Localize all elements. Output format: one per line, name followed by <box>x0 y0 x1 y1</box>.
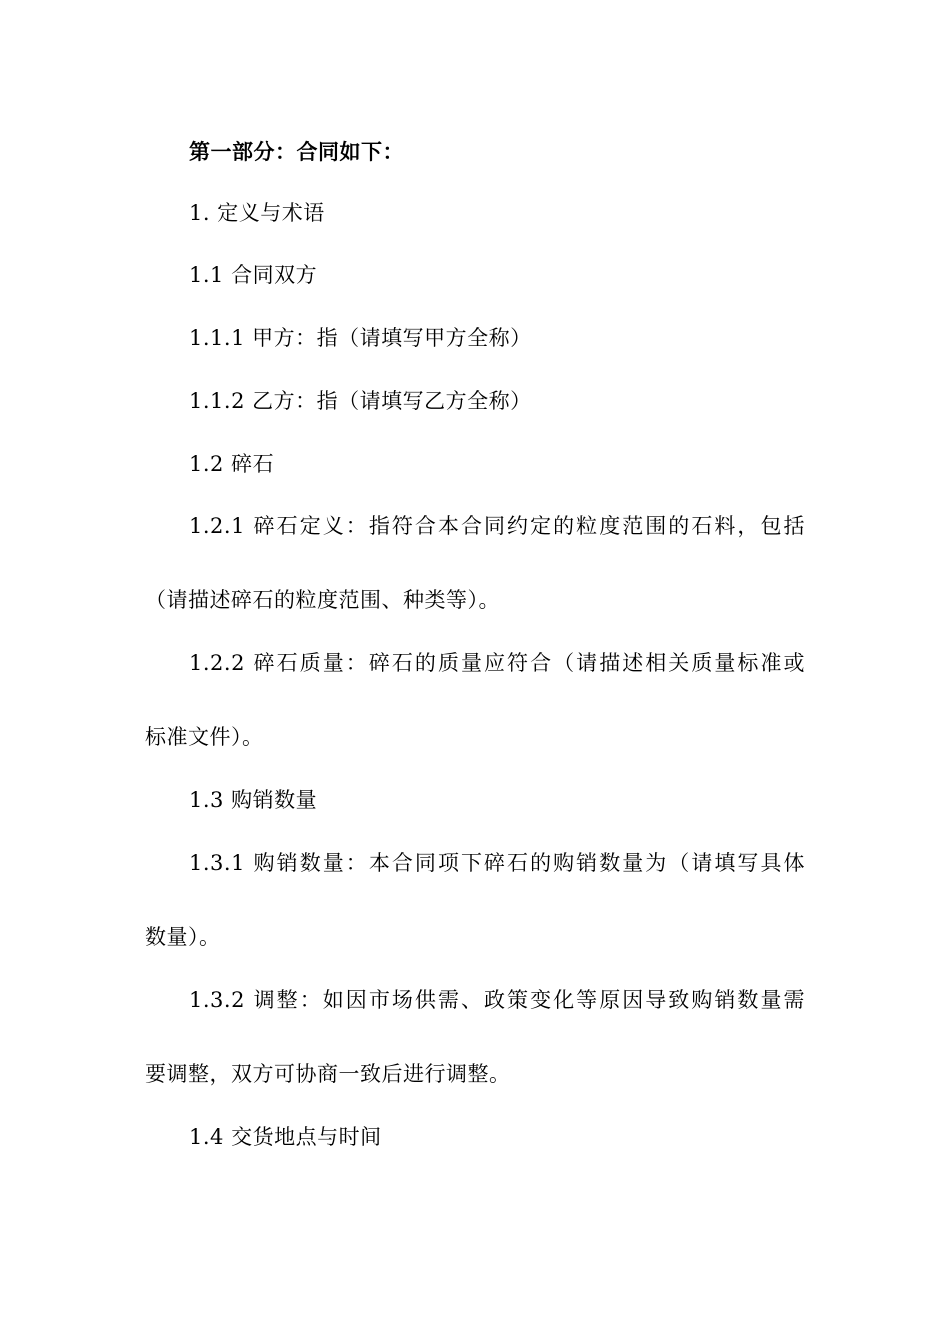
clause-1-1-2: 1.1.2 乙方：指（请填写乙方全称） <box>189 389 532 413</box>
clause-1-1: 1.1 合同双方 <box>189 263 318 287</box>
clause-1-3: 1.3 购销数量 <box>189 788 318 812</box>
clause-1-4: 1.4 交货地点与时间 <box>189 1125 382 1149</box>
clause-1: 1. 定义与术语 <box>189 201 325 225</box>
clause-1-2-1-line-2: （请描述碎石的粒度范围、种类等）。 <box>145 588 500 612</box>
clause-1-2-2-line-2: 标准文件）。 <box>145 725 264 749</box>
clause-1-3-2-line-1: 1.3.2 调整：如因市场供需、政策变化等原因导致购销数量需 <box>189 988 805 1012</box>
clause-1-2-1-line-1: 1.2.1 碎石定义：指符合本合同约定的粒度范围的石料，包括 <box>189 514 805 538</box>
clause-1-1-1: 1.1.1 甲方：指（请填写甲方全称） <box>189 326 532 350</box>
clause-1-3-1-line-2: 数量）。 <box>145 925 221 949</box>
clause-1-3-1-line-1: 1.3.1 购销数量：本合同项下碎石的购销数量为（请填写具体 <box>189 851 805 875</box>
clause-1-2-2-line-1: 1.2.2 碎石质量：碎石的质量应符合（请描述相关质量标准或 <box>189 651 805 675</box>
clause-1-3-2-line-2: 要调整，双方可协商一致后进行调整。 <box>145 1062 511 1086</box>
clause-1-2: 1.2 碎石 <box>189 452 275 476</box>
section-heading: 第一部分：合同如下： <box>189 140 404 164</box>
